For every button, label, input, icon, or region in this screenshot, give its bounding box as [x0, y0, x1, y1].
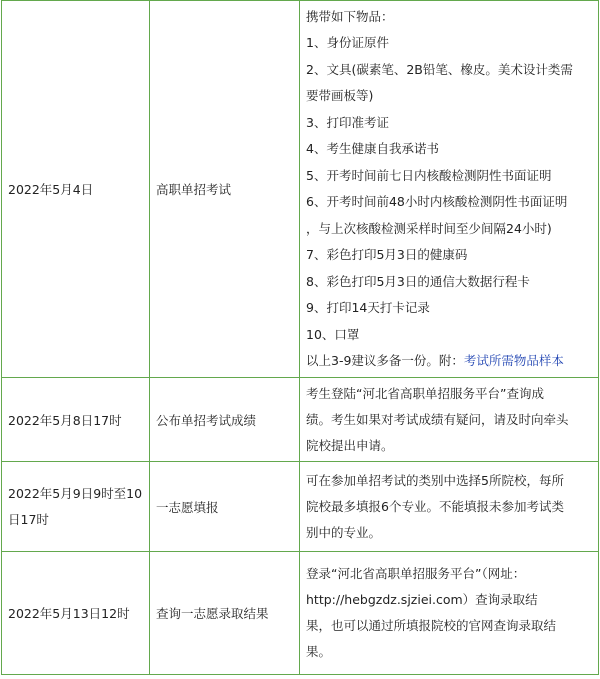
detail-line: 1、身份证原件: [306, 35, 389, 50]
table-row: [2, 1, 599, 378]
event-cell: 查询一志愿录取结果: [150, 552, 300, 675]
detail-line: 可在参加单招考试的类别中选择5所院校，每所: [306, 472, 564, 488]
detail-line: 携带如下物品：: [306, 8, 394, 24]
date-cell: [2, 462, 150, 552]
sample-items-link[interactable]: 考试所需物品样本: [463, 353, 564, 368]
schedule-table: [1, 0, 599, 675]
detail-footer: [306, 348, 592, 375]
detail-line: 绩。考生如果对考试成绩有疑问，请及时向牵头: [306, 411, 569, 427]
detail-cell: [300, 462, 599, 552]
event-cell: 一志愿填报: [150, 462, 300, 552]
detail-line: 6、开考时间前48小时内核酸检测阴性书面证明: [306, 194, 568, 209]
detail-line: ，与上次核酸检测采样时间至少间隔24小时): [306, 220, 552, 236]
detail-cell: [300, 378, 599, 462]
detail-line: 要带画板等): [306, 88, 374, 103]
detail-line: 2、文具(碳素笔、2B铅笔、橡皮。美术设计类需: [306, 61, 573, 77]
footer-text: 以上3-9建议多备一份。附：: [306, 353, 464, 368]
event-cell: 公布单招考试成绩: [150, 378, 300, 462]
detail-line: 别中的专业。: [306, 524, 382, 540]
table-row: [2, 552, 599, 675]
detail-cell: [300, 552, 599, 675]
event-cell: 高职单招考试: [150, 1, 300, 378]
detail-line: 10、口罩: [306, 326, 360, 342]
detail-line: 8、彩色打印5月3日的通信大数据行程卡: [306, 273, 530, 289]
date-cell: 2022年5月13日12时: [2, 552, 150, 675]
detail-line: 5、开考时间前七日内核酸检测阴性书面证明: [306, 167, 552, 183]
detail-line: 院校提出申请。: [306, 437, 394, 453]
detail-line: 登录“河北省高职单招服务平台”（网址：: [306, 566, 526, 581]
detail-line: 果。: [306, 644, 332, 659]
detail-line: 院校最多填报6个专业。不能填报未参加考试类: [306, 498, 564, 514]
detail-line: 7、彩色打印5月3日的健康码: [306, 247, 468, 262]
table-row: [2, 462, 599, 552]
detail-line: 9、打印14天打卡记录: [306, 300, 430, 315]
detail-line: http://hebgzdz.sjziei.com）查询录取结: [306, 592, 538, 607]
table-row: [2, 378, 599, 462]
date-line: 日17时: [8, 511, 49, 527]
date-line: 2022年5月9日9时至10: [8, 485, 143, 501]
detail-line: 果，也可以通过所填报院校的官网查询录取结: [306, 618, 557, 633]
date-cell: 2022年5月4日: [2, 1, 150, 378]
detail-line: 4、考生健康自我承诺书: [306, 141, 439, 156]
date-cell: 2022年5月8日17时: [2, 378, 150, 462]
detail-cell: [300, 1, 599, 378]
detail-line: 考生登陆“河北省高职单招服务平台”查询成: [306, 385, 544, 401]
detail-line: 3、打印准考证: [306, 114, 389, 130]
